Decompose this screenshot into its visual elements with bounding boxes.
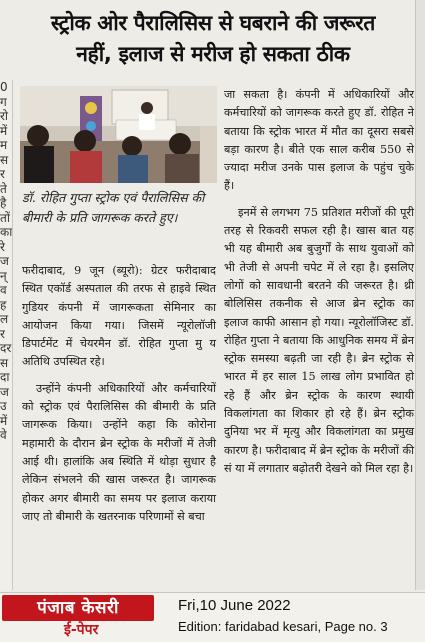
neighbor-text-fragment: ल bbox=[0, 312, 9, 326]
neighbor-text-fragment: ज bbox=[0, 384, 9, 399]
article-headline bbox=[14, 8, 412, 70]
neighbor-text-fragment: व bbox=[0, 283, 7, 297]
headline-line-2: नहीं, इलाज से मरीज हो सकता ठीक bbox=[76, 42, 350, 66]
neighbor-column-right bbox=[415, 0, 425, 590]
headline-line-1: स्ट्रोक ओर पैरालिसिस से घबराने की जरूरत bbox=[50, 11, 376, 35]
neighbor-text-fragment: न् bbox=[0, 268, 7, 283]
neighbor-text-fragment: स bbox=[0, 355, 9, 370]
neighbor-text-fragment: रो bbox=[0, 109, 9, 123]
neighbor-text-fragment: वे bbox=[0, 428, 7, 442]
neighbor-text-fragment: में bbox=[0, 413, 8, 428]
neighbor-text-fragment: उ bbox=[0, 399, 7, 413]
epaper-footer bbox=[0, 592, 425, 642]
neighbor-text-fragment: तों bbox=[0, 210, 10, 225]
neighbor-text-fragment: का bbox=[0, 225, 13, 239]
neighbor-text-fragment: स bbox=[0, 152, 9, 167]
punjab-kesari-logo[interactable] bbox=[2, 595, 156, 639]
logo-epaper-label: ई-पेपर bbox=[64, 622, 99, 638]
neighbor-text-fragment: 0 bbox=[0, 80, 8, 94]
seminar-photo-illustration bbox=[20, 86, 217, 183]
article-paragraph: फरीदाबाद, 9 जून (ब्यूरो): ग्रेटर फरीदाबाद स्थित एकॉर्ड अस्पताल की तरफ से हाइवे स्थित गुडियर कंपनी में जागरूकता सेमिनार का आयोजन किया गया। जिसमें न्यूरोलॉजी डिपार्टमेंट में चेयरमैन डॉ. रोहित गुप्ता मु य अतिथि उपस्थित रहे। bbox=[22, 264, 216, 369]
neighbor-text-fragment: रे bbox=[0, 239, 5, 254]
neighbor-text-fragment: ज bbox=[0, 254, 9, 268]
neighbor-text-fragment: ह bbox=[0, 297, 7, 312]
neighbor-text-fragment: में bbox=[0, 123, 8, 138]
edition-date: Fri,10 June 2022 bbox=[178, 597, 291, 614]
article-column-left bbox=[22, 262, 216, 526]
neighbor-text-fragment: ते bbox=[0, 181, 7, 196]
neighbor-text-fragment: है bbox=[0, 196, 7, 210]
edition-info: Edition: faridabad kesari, Page no. 3 bbox=[178, 619, 388, 634]
article-column-right bbox=[224, 86, 414, 478]
neighbor-text-fragment: ग bbox=[0, 94, 7, 109]
neighbor-text-fragment: दर bbox=[0, 341, 12, 355]
neighbor-column-left bbox=[0, 80, 13, 590]
article-paragraph: जा सकता है। कंपनी में अधिकारियों और कर्मचारियों को जागरूक करते हुए डॉ. रोहित ने बताया कि स्ट्रोक भारत में मौत का दूसरा सबसे बड़ा कारण है। बीते एक साल करीब 550 से ज्यादा मरीज उनके पास इलाज के पहुंच चुके हैं। bbox=[224, 88, 414, 193]
neighbor-text-fragment: म bbox=[0, 138, 8, 152]
logo-wordmark: पंजाब केसरी bbox=[2, 595, 154, 621]
photo-caption: डॉ. रोहित गुप्ता स्ट्रोक एवं पैरालिसिस की बीमारी के प्रति जागरूक करते हुए। bbox=[22, 190, 205, 225]
neighbor-text-fragment: र bbox=[0, 167, 5, 181]
article-paragraph: इनमें से लगभग 75 प्रतिशत मरीजों की पूरी तरह से रिकवरी सफल रही है। खास बात यह भी यह बीमारी अब बुजुर्गों के साथ युवाओं को भी तेजी से अपनी चपेट में ले रहा है। इसलिए लोगों को सावधानी बरतने की जरूरत है। थ्री बोलिसिस तकनीक से आज ब्रेन स्ट्रोक का इलाज काफी आसान हो गया। न्यूरोलॉजिस्ट डॉ. रोहित गुप्ता ने बताया कि आधुनिक समय में ब्रेन स्ट्रोक समस्या बढ़ती जा रही है। ब्रेन स्ट्रोक से भारत में हर साल 15 लाख लोग प्रभावित हो रहे हैं और ब्रेन स्ट्रोक के कारण स्थायी विकलांगता का शिकार हो रहे हैं। ब्रेन स्ट्रोक दुनिया भर में मृत्यु और विकलांगता का प्रमुख कारण है। फरीदाबाद में ब्रेन स्ट्रोक के मरीजों की सं या में लगातार बढ़ोतरी देखने को मिल रहा है। bbox=[224, 205, 414, 475]
article-paragraph: उन्होंने कंपनी अधिकारियों और कर्मचारियों को स्ट्रोक एवं पैरालिसिस की बीमारी के प्रति जागरूक किया। उन्होंने कहा कि कोरोना महामारी के दौरान ब्रेन स्ट्रोक के मरीजों में तेजी आई थी। हालांकि अब स्थिति में थोड़ा सुधार है लेकिन संभलने की खास जरूरत है। जागरूक होकर अगर बीमारी का समय पर इलाज कराया जाए तो बीमारी के खतरनाक परिणामों से बचा bbox=[22, 381, 216, 523]
article-photo bbox=[20, 86, 217, 183]
neighbor-text-fragment: र bbox=[0, 326, 5, 341]
neighbor-text-fragment: दा bbox=[0, 370, 10, 384]
